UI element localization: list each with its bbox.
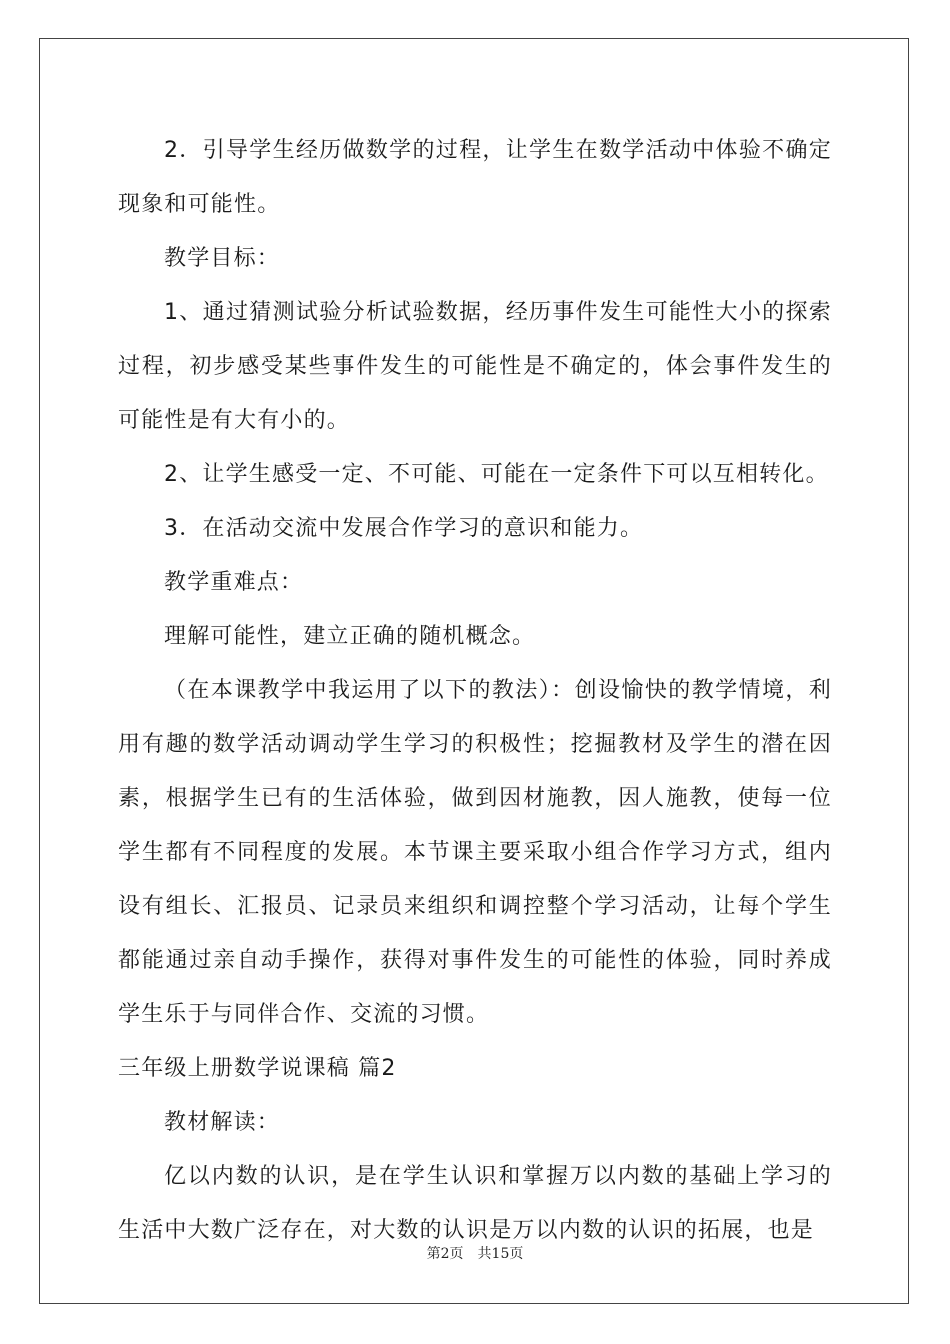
section-label: 教学目标： xyxy=(164,246,281,271)
paragraph: 理解可能性，建立正确的随机概念。 xyxy=(164,624,536,649)
document-body xyxy=(118,124,832,1258)
paragraph: 2、让学生感受一定、不可能、可能在一定条件下可以互相转化。 xyxy=(164,462,829,487)
paragraph: 1、通过猜测试验分析试验数据，经历事件发生可能性大小的探索过程，初步感受某些事件发生的可能性是不确定的，体会事件发生的可能性是有大有小的。 xyxy=(118,300,832,433)
section-heading: 三年级上册数学说课稿 篇2 xyxy=(118,1056,397,1081)
section-label: 教材解读： xyxy=(164,1110,281,1135)
section-label: 教学重难点： xyxy=(164,570,304,595)
paragraph: 2．引导学生经历做数学的过程，让学生在数学活动中体验不确定现象和可能性。 xyxy=(118,138,832,217)
paragraph: 亿以内数的认识，是在学生认识和掌握万以内数的基础上学习的生活中大数广泛存在，对大数的认识是万以内数的认识的拓展，也是 xyxy=(118,1164,832,1243)
paragraph: （在本课教学中我运用了以下的教法）：创设愉快的教学情境，利用有趣的数学活动调动学生学习的积极性；挖掘教材及学生的潜在因素，根据学生已有的生活体验，做到因材施教，因人施教，使每一位学生都有不同程度的发展。本节课主要采取小组合作学习方式，组内设有组长、汇报员、记录员来组织和调控整个学习活动，让每个学生都能通过亲自动手操作，获得对事件发生的可能性的体验，同时养成学生乐于与同伴合作、交流的习惯。 xyxy=(118,678,832,1027)
page-number-footer: 第2页 共15页 xyxy=(426,1246,524,1262)
paragraph: 3．在活动交流中发展合作学习的意识和能力。 xyxy=(164,516,644,541)
